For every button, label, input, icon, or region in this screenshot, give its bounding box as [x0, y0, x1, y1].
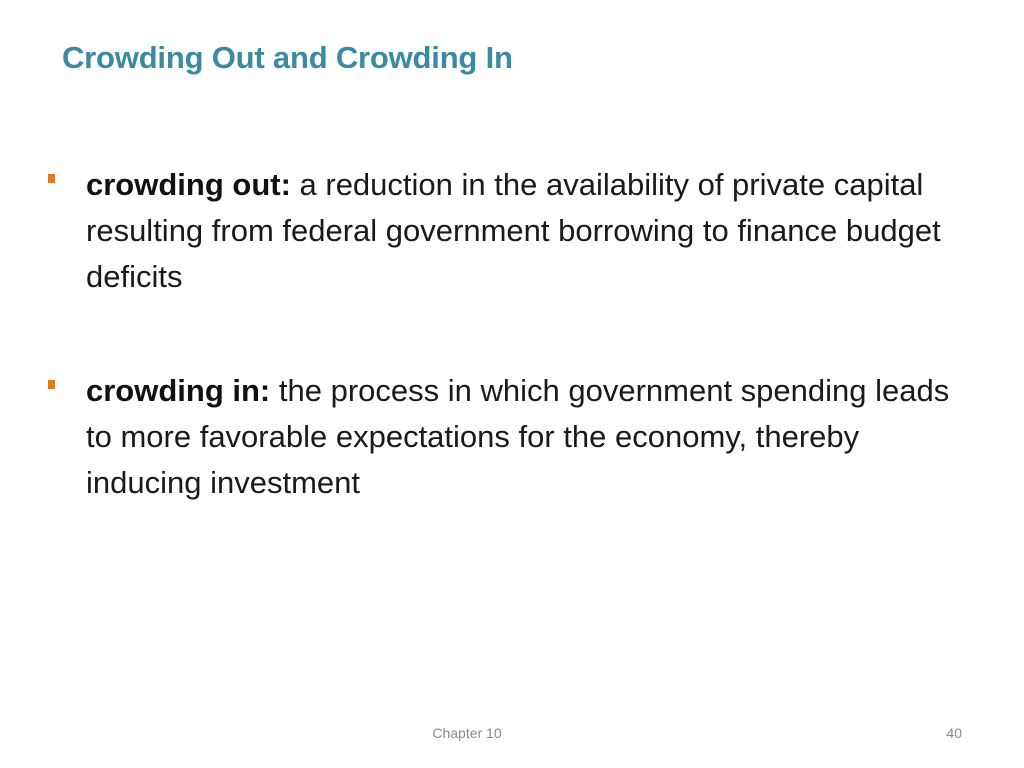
bullet-definition: a reduction in the availability of private capital resulting from federal government borrowing to finance budget deficits: [86, 167, 941, 294]
bullet-item-crowding-in: [48, 368, 978, 506]
bullet-item-crowding-out: [48, 162, 978, 300]
slide-page-number: 40: [946, 725, 962, 741]
bullet-term: crowding in:: [86, 373, 271, 408]
slide-title: Crowding Out and Crowding In: [62, 40, 513, 75]
square-bullet-icon: [48, 174, 55, 183]
footer-chapter-label: Chapter 10: [432, 725, 502, 741]
bullet-list: [48, 162, 978, 506]
bullet-definition: the process in which government spending leads to more favorable expectations for the economy, thereby inducing investment: [86, 373, 950, 500]
bullet-term: crowding out:: [86, 167, 291, 202]
square-bullet-icon: [48, 380, 55, 389]
